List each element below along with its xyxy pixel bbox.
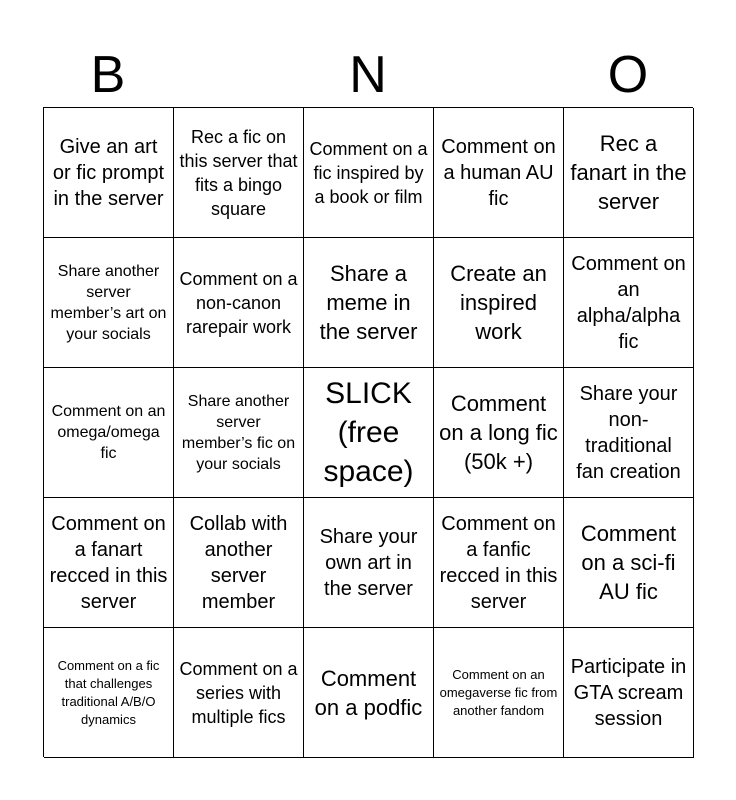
bingo-header (43, 44, 693, 106)
bingo-cell[interactable] (434, 238, 564, 368)
cell-text: Comment on a podfic (314, 665, 423, 720)
cell-text: Share your non-traditional fan creation (576, 382, 681, 483)
cell-text: Give an art or fic prompt in the server (52, 135, 165, 210)
bingo-cell[interactable] (434, 368, 564, 498)
bingo-cell[interactable] (564, 108, 694, 238)
bingo-cell[interactable] (174, 498, 304, 628)
bingo-cell[interactable] (564, 368, 694, 498)
cell-text: Comment on an alpha/alpha fic (571, 252, 686, 353)
cell-text: Share another server member’s art on your socials (50, 262, 167, 343)
bingo-cell[interactable] (44, 498, 174, 628)
cell-text: Comment on a non-canon rarepair work (179, 268, 298, 337)
header-letter-b: B (90, 46, 126, 104)
cell-text: Share a meme in the server (319, 261, 418, 344)
bingo-cell[interactable] (44, 238, 174, 368)
cell-text: Share another server member’s fic on your socials (181, 392, 296, 473)
bingo-cell[interactable] (174, 108, 304, 238)
cell-text: Comment on a sci-fi AU fic (580, 521, 677, 604)
bingo-cell[interactable] (434, 628, 564, 758)
bingo-cell[interactable] (44, 368, 174, 498)
cell-text: Participate in GTA scream session (570, 655, 687, 730)
bingo-cell[interactable] (304, 498, 434, 628)
cell-text: Rec a fic on this server that fits a bingo square (179, 126, 298, 219)
cell-text: Comment on a long fic (50k +) (439, 391, 558, 474)
bingo-cell[interactable] (44, 108, 174, 238)
bingo-cell[interactable] (304, 108, 434, 238)
bingo-cell[interactable] (564, 628, 694, 758)
cell-text: Comment on an omega/omega fic (51, 403, 166, 462)
cell-text: Collab with another server member (189, 512, 288, 613)
bingo-cell[interactable] (564, 238, 694, 368)
cell-text: SLICK (free space) (323, 377, 414, 488)
cell-text: Comment on a human AU fic (441, 135, 556, 210)
cell-text: Comment on a fanfic recced in this server (439, 512, 558, 613)
bingo-cell[interactable] (44, 628, 174, 758)
bingo-cell[interactable] (304, 628, 434, 758)
cell-text: Comment on a series with multiple fics (179, 658, 298, 727)
cell-text: Comment on an omegaverse fic from another fandom (439, 666, 558, 718)
cell-text: Rec a fanart in the server (570, 131, 687, 214)
cell-text: Create an inspired work (450, 261, 547, 344)
bingo-cell[interactable] (304, 238, 434, 368)
header-letter-n: N (349, 46, 387, 104)
free-space-cell[interactable] (304, 368, 434, 498)
cell-text: Comment on a fic that challenges traditional A/B/O dynamics (57, 657, 160, 727)
bingo-board (43, 107, 693, 757)
bingo-cell[interactable] (564, 498, 694, 628)
cell-text: Comment on a fanart recced in this server (49, 512, 168, 613)
cell-text: Comment on a fic inspired by a book or film (309, 138, 428, 207)
cell-text: Share your own art in the server (319, 525, 418, 600)
bingo-cell[interactable] (434, 108, 564, 238)
bingo-cell[interactable] (434, 498, 564, 628)
header-letter-o: O (607, 46, 649, 104)
bingo-cell[interactable] (174, 628, 304, 758)
bingo-cell[interactable] (174, 368, 304, 498)
bingo-cell[interactable] (174, 238, 304, 368)
